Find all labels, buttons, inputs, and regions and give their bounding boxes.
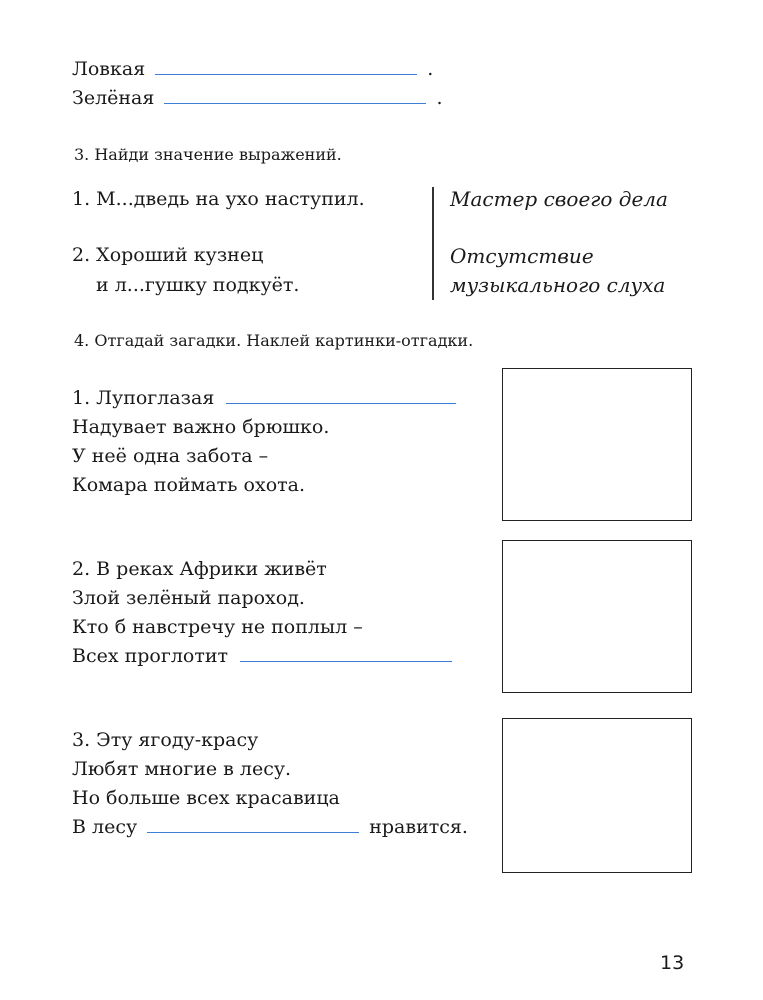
task-3-heading: 3. Найди значение выражений. [74,145,342,164]
word-1: Ловкая [72,58,146,80]
riddle-3-line-1: 3. Эту ягоду-красу [72,729,259,751]
word-2: Зелёная [72,87,155,109]
picture-sticker-box-2[interactable] [502,540,692,693]
meaning-2-line-2: музыкального слуха [450,273,666,297]
expression-1: 1. М...дведь на ухо наступил. [72,188,365,210]
riddle-2-answer-blank[interactable] [240,647,452,662]
riddle-3-line-4 [72,818,468,837]
meaning-2-line-1: Отсутствие [450,244,594,268]
page-number: 13 [660,952,685,974]
expression-2-line-1: 2. Хороший кузнец [72,244,264,266]
picture-sticker-box-1[interactable] [502,368,692,521]
riddle-3-text-b: нравится. [369,816,468,838]
riddle-1-line-1 [72,389,456,408]
word-2-period: . [436,87,443,109]
task-4-heading: 4. Отгадай загадки. Наклей картинки-отгадки. [74,331,474,350]
riddle-2-line-4 [72,647,452,666]
column-divider [432,187,434,300]
expression-2-line-2: и л...гушку подкуёт. [96,274,300,296]
word-line-2 [72,89,443,108]
riddle-3-line-3: Но больше всех красавица [72,787,340,809]
riddle-1-line-2: Надувает важно брюшко. [72,416,330,438]
word-1-period: . [427,58,434,80]
riddle-2-text: Всех проглотит [72,645,229,667]
answer-blank-2[interactable] [164,89,426,104]
riddle-3-answer-blank[interactable] [147,818,359,833]
answer-blank-1[interactable] [155,60,417,75]
riddle-3-line-2: Любят многие в лесу. [72,758,292,780]
riddle-1-line-3: У неё одна забота – [72,445,269,467]
riddle-2-line-3: Кто б навстречу не поплыл – [72,616,363,638]
riddle-1-line-4: Комара поймать охота. [72,474,306,496]
word-line-1 [72,60,433,79]
picture-sticker-box-3[interactable] [502,718,692,873]
riddle-1-answer-blank[interactable] [226,389,456,404]
meaning-1: Мастер своего дела [450,187,668,211]
riddle-2-line-2: Злой зелёный пароход. [72,587,305,609]
riddle-1-text: 1. Лупоглазая [72,387,215,409]
riddle-3-text-a: В лесу [72,816,138,838]
riddle-2-line-1: 2. В реках Африки живёт [72,558,327,580]
